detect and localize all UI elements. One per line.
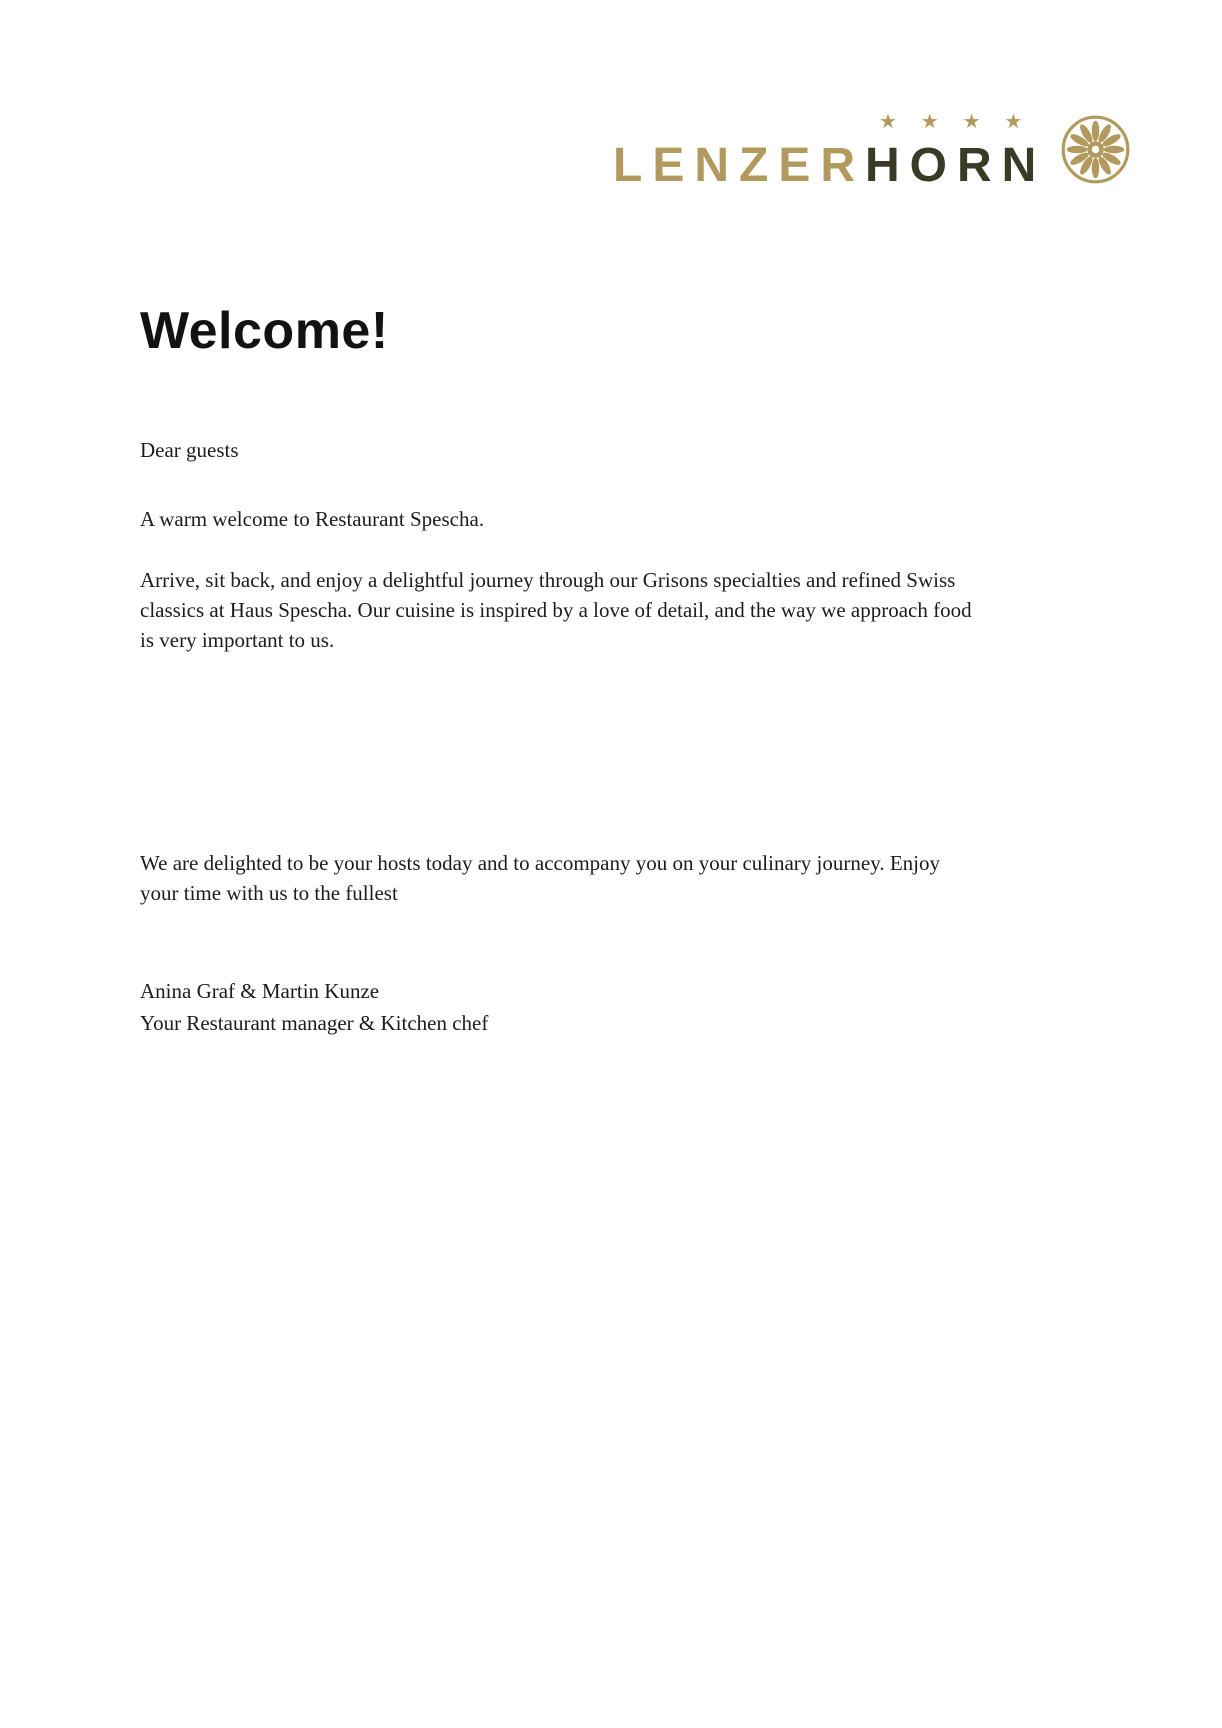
paragraph-journey-line: classics at Haus Spescha. Our cuisine is inspired by a love of detail, and the way we approach food [140,598,972,622]
signature-names: Anina Graf & Martin Kunze [140,979,380,1003]
paragraph-hosts [140,848,940,908]
intro-text: A warm welcome to Restaurant Spescha. [140,507,485,531]
paragraph-hosts-line: We are delighted to be your hosts today and to accompany you on your culinary journey. Enjoy [140,851,940,875]
brand-wordmark-secondary-text: HORN [865,139,1047,192]
page-title: Welcome! [140,302,389,360]
star-icon: ★ [920,109,939,133]
paragraph-journey-line: is very important to us. [140,628,335,652]
brand-wordmark [613,109,1047,192]
brand-wordmark-secondary [865,109,1047,192]
star-icon: ★ [962,109,981,133]
star-rating [867,111,1034,131]
brand-wordmark-primary: LENZER [613,139,865,192]
salutation-text: Dear guests [140,438,239,462]
signature-block [140,975,488,1039]
paragraph-hosts-line: your time with us to the fullest [140,881,398,905]
star-icon: ★ [1004,109,1023,133]
paragraph-journey-line: Arrive, sit back, and enjoy a delightful journey through our Grisons specialties and refined Swiss [140,568,956,592]
signature-roles: Your Restaurant manager & Kitchen chef [140,1011,489,1035]
star-icon: ★ [878,109,897,133]
sunburst-wheel-icon [1060,114,1131,185]
paragraph-journey [140,565,972,655]
